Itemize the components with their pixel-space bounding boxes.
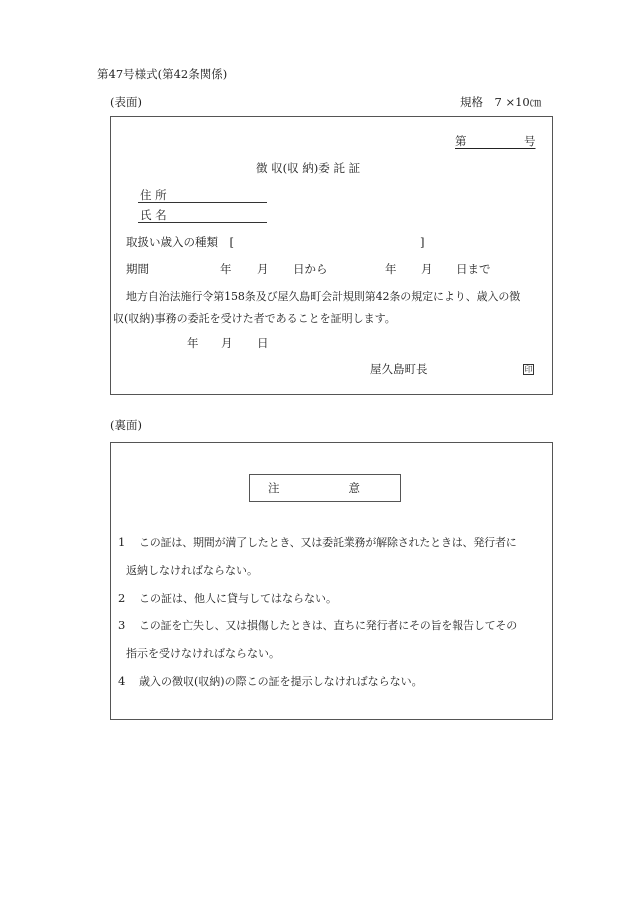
form-number-heading: 第47号様式(第42条関係) <box>97 67 228 81</box>
note-3-line2: 指示を受けなければならない。 <box>126 647 280 660</box>
period-from-month: 月 <box>257 262 269 276</box>
period-from-year: 年 <box>220 262 232 276</box>
period-label: 期間 <box>126 262 149 276</box>
revenue-type-close-bracket: ] <box>420 235 425 249</box>
name-label: 氏 名 <box>140 208 167 222</box>
certificate-number-field: 第 号 <box>455 134 536 148</box>
note-4-number: 4 <box>118 674 126 688</box>
issue-date-day: 日 <box>257 336 269 350</box>
period-to-day: 日まで <box>456 262 491 276</box>
revenue-type-label: 取扱い歳入の種類 [ <box>126 235 234 249</box>
note-2-number: 2 <box>118 591 126 605</box>
issue-date-year: 年 <box>187 336 199 350</box>
note-2-line1: この証は、他人に貸与してはならない。 <box>139 592 337 605</box>
issue-date-month: 月 <box>221 336 233 350</box>
front-side-label: (表面) <box>110 95 142 109</box>
certification-text-line1: 地方自治法施行令第158条及び屋久島町会計規則第42条の規定により、歳入の徴 <box>126 290 521 303</box>
certification-text-line2: 収(収納)事務の委託を受けた者であることを証明します。 <box>113 312 396 325</box>
note-1-number: 1 <box>118 535 126 549</box>
note-3-number: 3 <box>118 618 126 632</box>
period-to-month: 月 <box>421 262 433 276</box>
size-specification: 規格 7 ×10㎝ <box>460 95 542 109</box>
note-1-line2: 返納しなければならない。 <box>126 564 258 577</box>
note-4-line1: 歳入の徴収(収納)の際この証を提示しなければならない。 <box>139 675 423 688</box>
issuer-title: 屋久島町長 <box>370 362 428 376</box>
front-card <box>110 116 553 395</box>
note-1-line1: この証は、期間が満了したとき、又は委託業務が解除されたときは、発行者に <box>139 536 517 549</box>
certificate-title: 徴 収(収 納)委 託 証 <box>256 161 361 175</box>
name-line <box>138 222 267 223</box>
period-to-year: 年 <box>385 262 397 276</box>
notice-title: 注 意 <box>268 481 360 495</box>
note-3-line1: この証を亡失し、又は損傷したときは、直ちに発行者にその旨を報告してその <box>139 619 517 632</box>
address-line <box>138 202 267 203</box>
seal-mark: 印 <box>524 365 533 374</box>
period-from-day: 日から <box>293 262 328 276</box>
address-label: 住 所 <box>140 188 167 202</box>
back-side-label: (裏面) <box>110 418 142 432</box>
